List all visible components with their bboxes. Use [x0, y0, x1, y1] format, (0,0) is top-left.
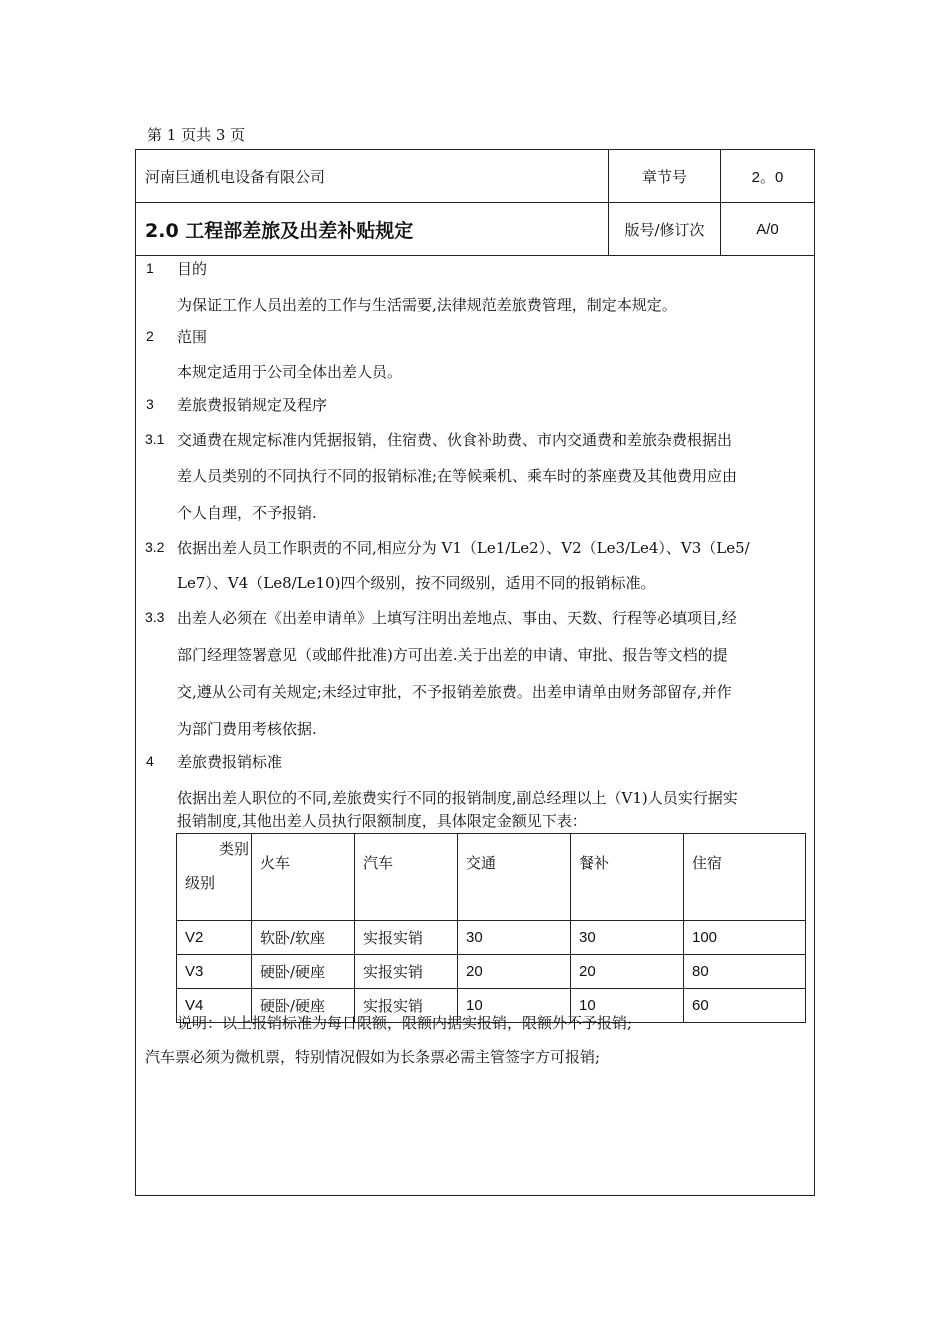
cell-meal: 20	[571, 955, 684, 989]
cell-transport: 20	[458, 955, 571, 989]
cell-train: 软卧/软座	[252, 921, 355, 955]
section-2-number: 2	[146, 328, 154, 344]
cell-level: V4	[177, 989, 252, 1023]
section-4-number: 4	[146, 753, 154, 769]
section-3-2-line: Le7）、V4（Le8/Le10)四个级别，按不同级别，适用不同的报销标准。	[177, 574, 656, 592]
version-value: A/0	[720, 203, 814, 255]
header-transport: 交通	[458, 834, 571, 921]
table-row	[177, 921, 806, 955]
section-1-number: 1	[146, 260, 154, 276]
section-3-3-line: 交,遵从公司有关规定;未经过审批，不予报销差旅费。出差申请单由财务部留存,并作	[177, 683, 732, 701]
header-bus: 汽车	[355, 834, 458, 921]
section-label: 章节号	[608, 150, 720, 202]
section-value: 2。0	[720, 150, 814, 202]
cell-lodging: 80	[684, 955, 806, 989]
header-lodging: 住宿	[684, 834, 806, 921]
section-3-1-line: 差人员类别的不同执行不同的报销标准;在等候乘机、乘车时的茶座费及其他费用应由	[177, 467, 738, 485]
page-indicator: 第 1 页共 3 页	[147, 126, 246, 144]
header-train: 火车	[252, 834, 355, 921]
section-3-1-line: 交通费在规定标准内凭据报销，住宿费、伙食补助费、市内交通费和差旅杂费根据出	[177, 431, 733, 449]
section-4-title: 差旅费报销标准	[177, 753, 283, 771]
cell-level: V3	[177, 955, 252, 989]
cell-train: 硬卧/硬座	[252, 955, 355, 989]
section-3-2-number: 3.2	[145, 539, 165, 555]
section-3-1-line: 个人自理，不予报销.	[177, 504, 317, 522]
reimbursement-standards-table	[176, 833, 806, 1023]
version-label: 版号/修订次	[608, 203, 720, 255]
corner-level-label: 级别	[185, 874, 216, 892]
document-title: 2.0 工程部差旅及出差补贴规定	[145, 219, 414, 242]
section-3-number: 3	[146, 396, 154, 412]
section-3-3-line: 部门经理签署意见（或邮件批准)方可出差.关于出差的申请、审批、报告等文档的提	[177, 646, 728, 664]
section-4-line: 依据出差人职位的不同,差旅费实行不同的报销制度,副总经理以上（V1)人员实行据实	[177, 789, 738, 807]
section-2-title: 范围	[177, 328, 208, 346]
cell-transport: 30	[458, 921, 571, 955]
table-header-row	[177, 834, 806, 921]
section-3-3-number: 3.3	[145, 609, 165, 625]
company-name: 河南巨通机电设备有限公司	[145, 167, 326, 186]
cell-bus: 实报实销	[355, 989, 458, 1023]
cell-train: 硬卧/硬座	[252, 989, 355, 1023]
table-row	[177, 955, 806, 989]
cell-transport: 10	[458, 989, 571, 1023]
cell-lodging: 100	[684, 921, 806, 955]
header-row-title	[136, 203, 814, 256]
cell-bus: 实报实销	[355, 955, 458, 989]
section-3-3-line: 出差人必须在《出差申请单》上填写注明出差地点、事由、天数、行程等必填项目,经	[177, 609, 737, 627]
bus-ticket-note: 汽车票必须为微机票，特别情况假如为长条票必需主管签字方可报销;	[145, 1048, 601, 1066]
section-3-3-line: 为部门费用考核依据.	[177, 720, 317, 738]
section-1-text: 为保证工作人员出差的工作与生活需要,法律规范差旅费管理，制定本规定。	[177, 296, 677, 314]
cell-meal: 30	[571, 921, 684, 955]
section-4-line: 报销制度,其他出差人员执行限额制度，具体限定金额见下表：	[177, 812, 587, 830]
corner-category-label: 类别	[219, 840, 250, 858]
section-3-title: 差旅费报销规定及程序	[177, 396, 328, 414]
cell-lodging: 60	[684, 989, 806, 1023]
header-meal: 餐补	[571, 834, 684, 921]
section-3-2-line: 依据出差人员工作职责的不同,相应分为 V1（Le1/Le2）、V2（Le3/Le4）、V3（Le5/	[177, 539, 750, 557]
section-2-text: 本规定适用于公司全体出差人员。	[177, 363, 403, 381]
table-note: 说明：以上报销标准为每日限额，限额内据实报销，限额外不予报销;	[177, 1014, 633, 1032]
table-corner-cell	[177, 834, 252, 921]
section-3-1-number: 3.1	[145, 431, 165, 447]
section-1-title: 目的	[177, 260, 208, 278]
cell-meal: 10	[571, 989, 684, 1023]
cell-level: V2	[177, 921, 252, 955]
cell-bus: 实报实销	[355, 921, 458, 955]
header-row-company	[136, 150, 814, 203]
